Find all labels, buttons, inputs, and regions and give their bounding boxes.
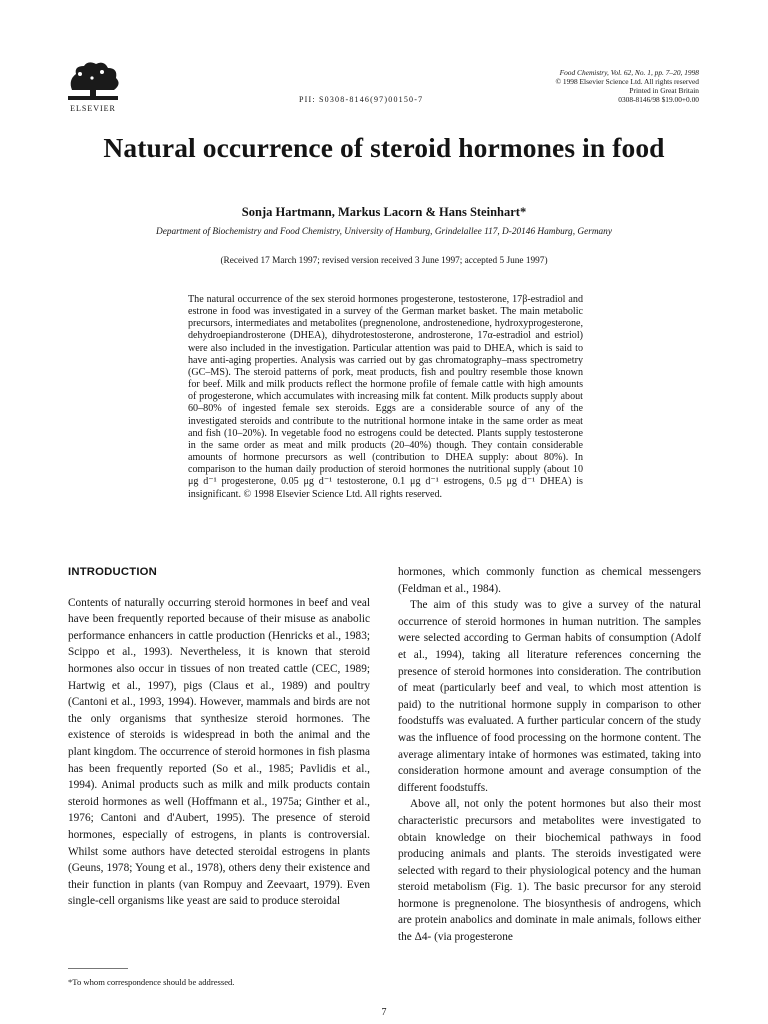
copyright-line: © 1998 Elsevier Science Ltd. All rights reserved (555, 77, 699, 86)
journal-meta (439, 68, 699, 104)
pii-code: PII: S0308-8146(97)00150-7 (299, 95, 424, 104)
section-heading: INTRODUCTION (68, 566, 158, 578)
paragraph: The aim of this study was to give a survey of the natural occurrence of steroid hormones in human nutrition. The samples were selected according to German habits of consumption (Adolf et al., 1994), taking all literature references concerning the presence of steroid hormones into consideration. The contribution of meat (particularly beef and veal, to which most attention is paid) to the nutritional hormone supply in comparison to other foodstuffs was evaluated. A further particular concern of the study was the influence of food processing on the hormone content. The average alimentary intake of hormones was estimated, taking into consideration hormone amount and average consumption of the different foodstuffs. (398, 599, 701, 794)
paper-title: Natural occurrence of steroid hormones in food (103, 132, 665, 163)
price-line: 0308-8146/98 $19.00+0.00 (618, 95, 699, 104)
page-number: 7 (381, 1007, 387, 1018)
column-left (68, 564, 370, 910)
affiliation: Department of Biochemistry and Food Chemistry, University of Hamburg, Grindelallee 117, D-20146 Hamburg, Germany (156, 227, 612, 237)
paragraph: Contents of naturally occurring steroid hormones in beef and veal have been frequently reported because of their misuse as anabolic performance enhancers in cattle production (Henricks et al., 1983; Scippo et al., 1993). Nevertheless, it is known that steroid hormones also occur in tissues of non treated cattle (CEC, 1989; Hartwig et al., 1997), pigs (Claus et al., 1989) and poultry (Cantoni et al., 1993, 1994). However, mammals and birds are not the only organisms that synthesize steroid hormones. The existence of steroids is widespread in both the animal and the plant kingdom. The occurrence of steroid hormones in fish plasma has been frequently reported (So et al., 1985; Pavlidis et al., 1994). Animal products such as milk and milk products contain steroid hormones as well (Hoffmann et al., 1975a; Ginther et al., 1976; Cantoni and d'Aubert, 1995). The presence of steroid hormones, especially of estrogens, in plants is controversial. Whilst some authors have detected steroidal estrogens in plants (Geuns, 1978; Young et al., 1978), others deny their existence and their function in plants (van Rompuy and Zeevaart, 1979). Even single-cell organisms like yeast are said to produce steroidal (68, 596, 370, 908)
authors: Sonja Hartmann, Markus Lacorn & Hans Steinhart* (241, 205, 527, 219)
abstract: The natural occurrence of the sex steroid hormones progesterone, testosterone, 17β-estradiol and estrone in food was investigated in a survey of the German market basket. The main metabolic precursors, intermediates and metabolites (pregnenolone, androstenedione, hydroxyprogesterone, dehydroepiandrosterone (DHEA), dihydrotestosterone, androsterone, 17α-estradiol and estriol) were also included in the investigation. Particular attention was paid to DHEA, which is said to have anti-aging properties. Analysis was carried out by gas chromatography–mass spectrometry (GC–MS). The steroid patterns of pork, meat products, fish and poultry resemble those known for beef. Milk and milk products reflect the hormone profile of female cattle with high amounts of progesterone, which accumulates with increasing milk fat content. Milk products supply about 60–80% of ingested female sex steroids. Eggs are a considerable source of any of the investigated steroids and contribute to the nutritional hormone intake in the same order as meat and fish (10–20%). In vegetable food no estrogens could be detected. Plants supply testosterone in the same order as meat and milk products (20–40%) though. They contain considerable amounts of hormone precursors as well (contribution to DHEA supply: about 80%). In comparison to the human daily production of steroid hormones the nutritional supply (about 10 μg d⁻¹ progesterone, 0.05 μg d⁻¹ testosterone, 0.1 μg d⁻¹ estrogens, 0.5 μg d⁻¹ DHEA) is insignificant. © 1998 Elsevier Science Ltd. All rights reserved. (188, 294, 583, 500)
paragraph: Above all, not only the potent hormones but also their most characteristic precursors and metabolites were investigated to obtain knowledge on their biochemical pathways in food producing animals and plants. The steroids investigated were selected with regard to their physiological potency and the human steroid metabolism (Fig. 1). The basic precursor for any steroid hormone is pregnenolone. The biosynthesis of androgens, which are protein anabolics and dominate in male animals, follows either the Δ4- (via progesterone (398, 798, 701, 944)
tree-logo-icon (62, 60, 124, 102)
footnote: *To whom correspondence should be addressed. (68, 977, 235, 987)
paragraph: hormones, which commonly function as chemical messengers (Feldman et al., 1984). (398, 566, 701, 595)
publisher-name: ELSEVIER (70, 104, 116, 113)
column-right (398, 564, 701, 946)
received-dates: (Received 17 March 1997; revised version received 3 June 1997; accepted 5 June 1997) (220, 256, 548, 266)
printed-line: Printed in Great Britain (629, 86, 699, 95)
elsevier-logo (62, 60, 124, 113)
footnote-rule (68, 968, 128, 969)
journal-citation: Food Chemistry, Vol. 62, No. 1, pp. 7–20, 1998 (559, 68, 699, 77)
